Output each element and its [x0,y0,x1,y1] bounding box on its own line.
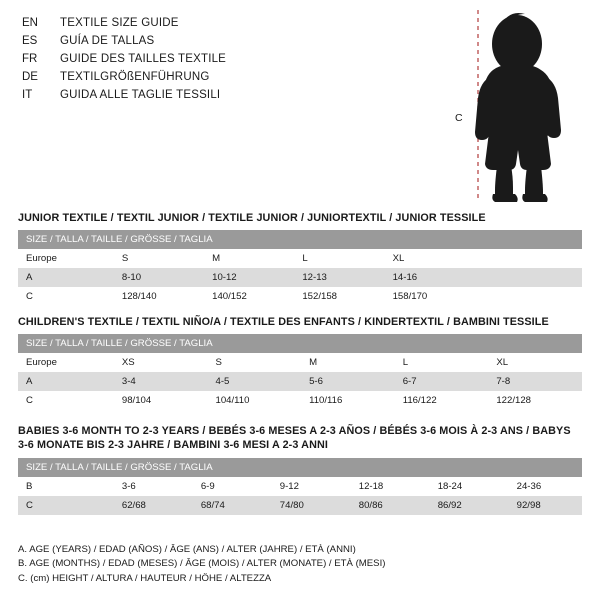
section-title: CHILDREN'S TEXTILE / TEXTIL NIÑO/A / TEXTILE DES ENFANTS / KINDERTEXTIL / BAMBINI TESSILE [18,316,549,328]
language-code: DE [22,71,38,83]
size-table-babies [18,458,582,515]
section-title: JUNIOR TEXTILE / TEXTIL JUNIOR / TEXTILE JUNIOR / JUNIORTEXTIL / JUNIOR TESSILE [18,212,486,224]
cell: 92/98 [509,496,582,515]
row-label: C [18,287,114,306]
table-header-row [18,334,582,353]
cell: 18-24 [430,477,509,496]
language-title: GUIDE DES TAILLES TEXTILE [60,53,227,65]
cell: 98/104 [114,391,208,410]
table-row [18,477,582,496]
table-row [18,249,582,268]
cell: 10-12 [204,268,294,287]
cell: 8-10 [114,268,204,287]
table-row [18,268,582,287]
section-babies-textile [18,424,582,515]
cell: 4-5 [207,372,301,391]
table-row [18,287,582,306]
cell: 104/110 [207,391,301,410]
cell: 110/116 [301,391,395,410]
size-table-children [18,334,582,410]
section-title: BABIES 3-6 MONTH TO 2-3 YEARS / BEBÉS 3-6 MESES A 2-3 AÑOS / BÉBÉS 3-6 MOIS À 2-3 ANS / BABYS 3-6 MONATE BIS 2-3 JAHRE / BAMBINI 3-6 MESI A 2-3 ANNI [18,425,571,451]
height-measure-label: C [455,112,463,124]
cell: 5-6 [301,372,395,391]
language-row [22,50,442,68]
section-junior-textile [18,212,582,306]
language-row [22,14,442,32]
cell-empty [475,249,582,268]
row-label: C [18,496,114,515]
cell: 152/158 [294,287,384,306]
cell: 24-36 [509,477,582,496]
language-title: GUIDA ALLE TAGLIE TESSILI [60,89,221,101]
language-code: IT [22,89,33,101]
cell: 158/170 [385,287,475,306]
row-label: C [18,391,114,410]
cell: XS [114,353,208,372]
cell-empty [475,287,582,306]
language-title: TEXTILGRÖßENFÜHRUNG [60,71,210,83]
language-title-list [22,14,442,104]
cell: XL [385,249,475,268]
cell: 140/152 [204,287,294,306]
cell: S [207,353,301,372]
cell: 122/128 [488,391,582,410]
cell: XL [488,353,582,372]
size-table-junior [18,230,582,306]
cell-empty [475,268,582,287]
cell: 7-8 [488,372,582,391]
cell: L [294,249,384,268]
cell: 74/80 [272,496,351,515]
cell: 68/74 [193,496,272,515]
cell: 116/122 [395,391,489,410]
cell: 3-6 [114,477,193,496]
cell: 3-4 [114,372,208,391]
cell: L [395,353,489,372]
row-label: B [18,477,114,496]
cell: M [204,249,294,268]
cell: 62/68 [114,496,193,515]
language-code: ES [22,35,38,47]
table-header-row [18,230,582,249]
language-row [22,32,442,50]
cell: 12-13 [294,268,384,287]
language-code: EN [22,17,38,29]
table-header-label: SIZE / TALLA / TAILLE / GRÖSSE / TAGLIA [18,334,582,353]
footnote-legend [18,543,578,587]
cell: 6-9 [193,477,272,496]
cell: 86/92 [430,496,509,515]
footnote-age-months: B. AGE (MONTHS) / EDAD (MESES) / ÂGE (MOIS) / ALTER (MONATE) / ETÀ (MESI) [18,558,386,569]
cell: 128/140 [114,287,204,306]
cell: S [114,249,204,268]
row-label: Europe [18,249,114,268]
language-title: GUÍA DE TALLAS [60,35,155,47]
table-header-label: SIZE / TALLA / TAILLE / GRÖSSE / TAGLIA [18,458,582,477]
cell: 14-16 [385,268,475,287]
child-figure-illustration [455,8,585,204]
footnote-age-years: A. AGE (YEARS) / EDAD (AÑOS) / ÂGE (ANS) / ALTER (JAHRE) / ETÀ (ANNI) [18,543,356,555]
language-row [22,68,442,86]
table-row [18,353,582,372]
row-label: Europe [18,353,114,372]
table-header-label: SIZE / TALLA / TAILLE / GRÖSSE / TAGLIA [18,230,582,249]
cell: M [301,353,395,372]
cell: 9-12 [272,477,351,496]
language-code: FR [22,53,38,65]
table-header-row [18,458,582,477]
row-label: A [18,372,114,391]
cell: 12-18 [351,477,430,496]
cell: 6-7 [395,372,489,391]
section-childrens-textile [18,316,582,410]
silhouette-body [475,13,561,202]
table-row [18,496,582,515]
cell: 80/86 [351,496,430,515]
language-row [22,86,442,104]
row-label: A [18,268,114,287]
language-title: TEXTILE SIZE GUIDE [60,17,179,29]
table-row [18,391,582,410]
table-row [18,372,582,391]
footnote-height: C. (cm) HEIGHT / ALTURA / HAUTEUR / HÖHE / ALTEZZA [18,572,272,584]
child-silhouette-icon [455,8,585,204]
